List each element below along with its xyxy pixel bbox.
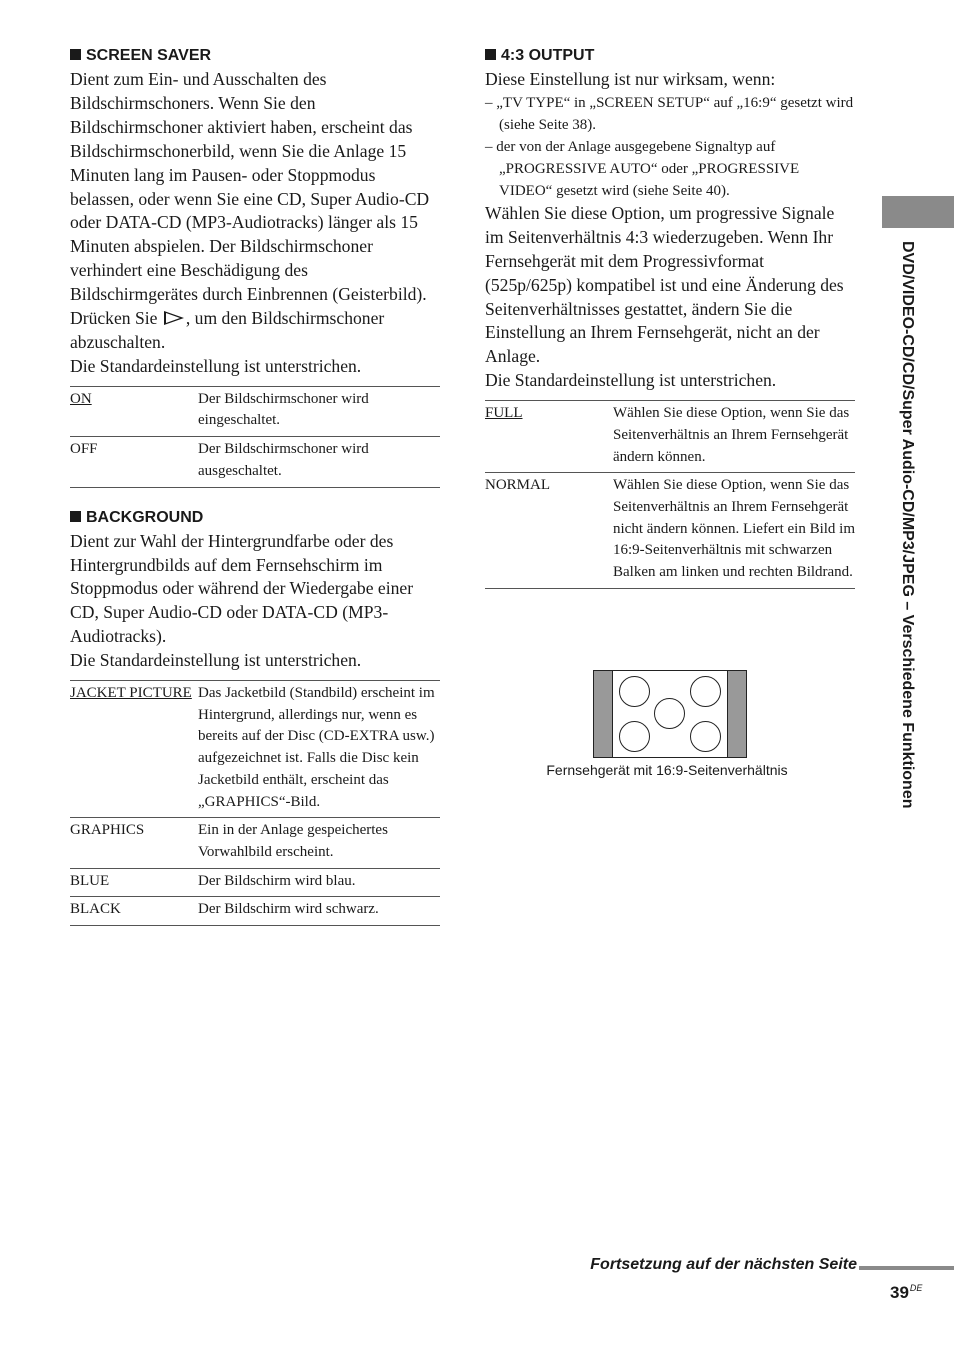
circle-shape [619, 676, 650, 707]
option-description: Wählen Sie diese Option, wenn Sie das Seitenverhältnis an Ihrem Fernsehgerät nicht ändern können. Liefert ein Bild im 16:9-Seitenverhältnis mit schwarzen Balken am linken und rechten Bildrand. [613, 477, 856, 581]
option-key: FULL [485, 405, 523, 422]
page-language-suffix: DE [909, 1283, 923, 1293]
chapter-tab-marker [882, 196, 954, 228]
output-43-section [485, 44, 855, 589]
condition-item: – der von der Anlage ausgegebene Signaltyp auf „PROGRESSIVE AUTO“ oder „PROGRESSIVE VIDEO“ gesetzt wird (siehe Seite 40). [485, 138, 800, 199]
table-row [485, 401, 855, 473]
section-heading [70, 506, 440, 530]
page-number [890, 1283, 922, 1303]
table-row [70, 868, 440, 897]
table-row [70, 386, 440, 436]
option-key: BLACK [70, 901, 121, 918]
spacer [70, 488, 440, 506]
screen-saver-section [70, 44, 440, 488]
option-description: Ein in der Anlage gespeichertes Vorwahlbild erscheint. [198, 822, 388, 860]
left-black-bar [594, 671, 613, 757]
background-section [70, 506, 440, 926]
option-description: Das Jacketbild (Standbild) erscheint im Hintergrund, allerdings nur, wenn es bereits auf der Disc (CD-EXTRA usw.) aufgezeichnet ist. Falls die Disc kein Jacketbild enthält, erscheint das „GRAPHICS“-Bild. [198, 685, 435, 810]
table-row [70, 681, 440, 818]
default-note: Die Standardeinstellung ist unterstrichen. [70, 650, 362, 671]
background-options-table [70, 680, 440, 926]
condition-item: – „TV TYPE“ in „SCREEN SETUP“ auf „16:9“ gesetzt wird (siehe Seite 38). [485, 94, 854, 133]
square-bullet-icon [70, 511, 81, 522]
table-row [70, 897, 440, 926]
option-key: ON [70, 390, 92, 407]
output-43-title: 4:3 OUTPUT [501, 47, 595, 64]
table-row [70, 437, 440, 487]
option-key: OFF [70, 441, 98, 458]
screen-saver-options-table [70, 386, 440, 488]
play-button-icon [164, 311, 184, 325]
section-heading [485, 44, 855, 68]
right-black-bar [727, 671, 746, 757]
circle-shape [619, 721, 650, 752]
option-key: NORMAL [485, 477, 551, 494]
figure-caption: Fernsehgerät mit 16:9-Seitenverhältnis [546, 762, 788, 778]
option-description: Der Bildschirm wird schwarz. [198, 901, 379, 918]
chapter-side-title: DVD/VIDEO-CD/CD/Super Audio-CD/MP3/JPEG – Verschiedene Funktionen [899, 241, 916, 809]
right-column [485, 44, 855, 589]
continue-note: Fortsetzung auf der nächsten Seite [590, 1256, 857, 1273]
circle-shape [690, 721, 721, 752]
table-row [70, 818, 440, 868]
screen-saver-title: SCREEN SAVER [86, 47, 212, 64]
description-text: Dient zum Ein- und Ausschalten des Bildschirmschoners. Wenn Sie den Bildschirmschoner aktiviert haben, erscheint das Bildschirmschonerbild, wenn Sie die Anlage 15 Minuten lang im Pausen- oder Stoppmodus belassen, oder wenn Sie eine CD, Super Audio-CD oder DATA-CD (MP3-Audiotracks) länger als 15 Minuten abspielen. Der Bildschirmschoner verhindert eine Beschädigung des Bildschirmgerätes durch Einbrennen (Geisterbild). Drücken Sie [70, 69, 430, 329]
circle-shape [654, 698, 685, 729]
circle-shape [690, 676, 721, 707]
default-note: Die Standardeinstellung ist unterstrichen. [485, 370, 777, 391]
default-note: Die Standardeinstellung ist unterstrichen. [70, 355, 362, 376]
background-title: BACKGROUND [86, 508, 204, 526]
option-key: JACKET PICTURE [70, 685, 192, 702]
tv-screen-icon [593, 670, 747, 758]
continue-line [859, 1266, 954, 1270]
section-heading [70, 44, 440, 68]
description-text-end: , um den Bildschirmschoner abzuschalten. [70, 308, 385, 352]
option-description: Der Bildschirmschoner wird eingeschaltet. [198, 390, 369, 429]
output-43-intro: Diese Einstellung ist nur wirksam, wenn: [485, 69, 776, 89]
square-bullet-icon [70, 49, 81, 60]
left-column [70, 44, 440, 926]
tv-illustration [593, 670, 747, 758]
square-bullet-icon [485, 49, 496, 60]
option-key: BLUE [70, 872, 110, 889]
option-description: Der Bildschirmschoner wird ausgeschaltet. [198, 441, 369, 479]
option-key: GRAPHICS [70, 822, 145, 839]
option-description: Der Bildschirm wird blau. [198, 872, 356, 889]
option-description: Wählen Sie diese Option, wenn Sie das Seitenverhältnis an Ihrem Fernsehgerät ändern können. [613, 405, 850, 465]
screen-saver-description [70, 68, 440, 355]
output-43-options-table [485, 400, 855, 589]
output-43-description: Wählen Sie diese Option, um progressive Signale im Seitenverhältnis 4:3 wiederzugeben. Wenn Ihr Fernsehgerät mit dem Progressivformat (525p/625p) kompatibel ist und eine Änderung des Seitenverhältnisses gestattet, ändern Sie die Einstellung an Ihrem Fernsehgerät, nicht an der Anlage. [485, 202, 844, 367]
background-description: Dient zur Wahl der Hintergrundfarbe oder des Hintergrundbilds auf dem Fernsehschirm im Stoppmodus oder während der Wiedergabe einer CD, Super Audio-CD oder DATA-CD (MP3-Audiotracks). [70, 530, 414, 647]
table-row [485, 473, 855, 589]
page-number-value: 39 [890, 1283, 909, 1302]
